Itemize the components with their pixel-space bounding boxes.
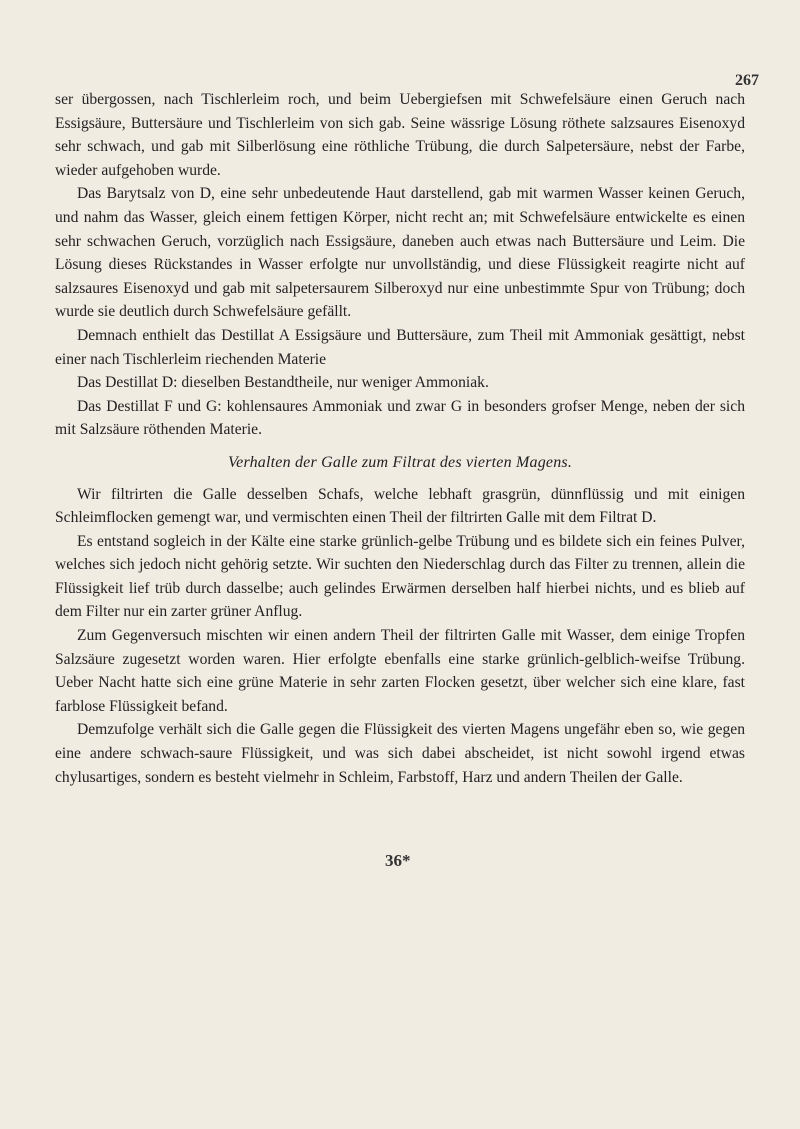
paragraph: Demnach enthielt das Destillat A Essigsäure und Buttersäure, zum Theil mit Ammoniak gesättigt, nebst einer nach Tischlerleim riechenden Materie bbox=[55, 326, 745, 368]
page-number: 267 bbox=[735, 72, 759, 89]
paragraph: Das Barytsalz von D, eine sehr unbedeutende Haut darstellend, gab mit warmen Wasser keinen Geruch, und nahm das Wasser, gleich einem fettigen Körper, nicht recht an; mit Schwefelsäure entwickelte es einen sehr schwachen Geruch, vorzüglich nach Essigsäure, daneben auch etwas nach Buttersäure und Leim. Die Lösung dieses Rückstandes in Wasser erfolgte nur unvollständig, und diese Flüssigkeit reagirte nicht auf salzsaures Eisenoxyd und gab mit salpetersaurem Silberoxyd nur eine unbestimmte Spur von Trübung; doch wurde sie deutlich durch Schwefelsäure gefällt. bbox=[55, 185, 745, 321]
section-heading: Verhalten der Galle zum Filtrat des vierten Magens. bbox=[227, 453, 573, 471]
printer-signature: 36* bbox=[385, 851, 411, 870]
paragraph: Es entstand sogleich in der Kälte eine starke grünlich-gelbe Trübung und es bildete sich ein feines Pulver, welches sich jedoch nicht gehörig setzte. Wir suchten den Niederschlag durch das Filter zu trennen, allein die Flüssigkeit lief trüb durch dasselbe; auch gelindes Erwärmen derselben half hierbei nichts, und es blieb auf dem Filter nur ein zarter grüner Anflug. bbox=[55, 532, 745, 621]
paragraph: Zum Gegenversuch mischten wir einen andern Theil der filtrirten Galle mit Wasser, dem einige Tropfen Salzsäure zugesetzt worden waren. Hier erfolgte ebenfalls eine starke grünlich-gelblich-weifse Trübung. Ueber Nacht hatte sich eine grüne Materie in sehr zarten Flocken gesetzt, über welcher sich eine klare, fast farblose Flüssigkeit befand. bbox=[55, 627, 745, 715]
paragraph: Das Destillat D: dieselben Bestandtheile, nur weniger Ammoniak. bbox=[77, 374, 489, 392]
paragraph: ser übergossen, nach Tischlerleim roch, und beim Uebergiefsen mit Schwefelsäure einen Geruch nach Essigsäure, Buttersäure und Tischlerleim von sich gab. Seine wässrige Lösung röthete salzsaures Eisenoxyd sehr schwach, und gab mit Silberlösung eine röthliche Trübung, die durch Salpetersäure, nebst der Farbe, wieder aufgehoben wurde. bbox=[55, 91, 745, 179]
body-text bbox=[55, 88, 745, 789]
paragraph: Wir filtrirten die Galle desselben Schafs, welche lebhaft grasgrün, dünnflüssig und mit einigen Schleimflocken gemengt war, und vermischten einen Theil der filtrirten Galle mit dem Filtrat D. bbox=[55, 485, 745, 527]
paragraph: Das Destillat F und G: kohlensaures Ammoniak und zwar G in besonders grofser Menge, neben der sich mit Salzsäure röthenden Materie. bbox=[55, 397, 745, 439]
paragraph: Demzufolge verhält sich die Galle gegen die Flüssigkeit des vierten Magens ungefähr eben so, wie gegen eine andere schwach-saure Flüssigkeit, und was sich dabei abscheidet, ist nicht sowohl irgend etwas chylusartiges, sondern es besteht vielmehr in Schleim, Farbstoff, Harz und andern Theilen der Galle. bbox=[55, 721, 745, 786]
